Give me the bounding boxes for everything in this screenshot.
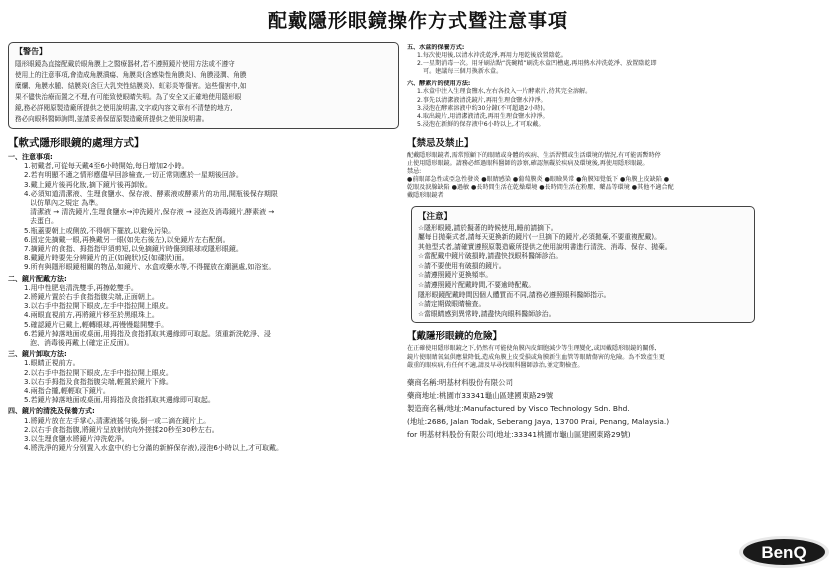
list-item: 5.確認鏡片已戴上,輕轉眼球,再慢慢鬆開雙手。: [24, 320, 169, 329]
company-line: for 明基材料股份有限公司(地址:33341桃園市龜山區建國東路29號): [407, 429, 631, 439]
right-column: [407, 42, 827, 441]
prohibition-line: ●前眼部急性或亞急性發炎 ●眼睛感染 ●葡萄膜炎 ●眼瞼異常 ●角膜知覺低下 ●角膜上皮缺陷 ●: [407, 176, 670, 184]
list-item: 2.事先以清潔液清洗鏡片,再用生理食鹽水沖淨。: [417, 96, 547, 104]
section-heading: 二、鏡片配戴方法:: [8, 274, 67, 283]
company-info: [407, 376, 827, 441]
company-line: 製造商名稱/地址:Manufactured by Visco Technology Sdn. Bhd.: [407, 403, 630, 413]
danger-line: 在正確使用隱形眼鏡之下,仍然有可能使角膜內皮細胞減少等生理變化,或因戴隱形眼鏡的關係,: [407, 345, 657, 353]
notice-line: ☆當眼睛感到異常時,請盡快向眼科醫師診治。: [418, 309, 556, 318]
list-item: 4.兩眼直視前方,再將鏡片移至於黑眼珠上。: [24, 311, 159, 320]
notice-line: ☆請遵照鏡片更換頻率。: [418, 271, 493, 280]
list-item: 泡、消毒後再戴上(確定正反面)。: [30, 339, 134, 348]
company-line: 藥商名稱:明基材料股份有限公司: [407, 377, 513, 387]
notice-line: ☆當配戴中鏡片破損時,請盡快找眼科醫師診治。: [418, 252, 563, 261]
list-item: 1.每次使用後,以清水沖洗乾淨,再用力甩乾後放置陰乾。: [417, 52, 567, 60]
list-item: 3.以右手拇指及食指指腹尖端,輕置於鏡片下緣。: [24, 377, 173, 386]
list-item: 7.摘鏡片的食指、拇指指甲須剪短,以免摘鏡片時傷到眼球或隱形眼鏡。: [24, 245, 243, 254]
danger-heading: 【戴隱形眼鏡的危險】: [407, 331, 503, 343]
notice-line: ☆請不要使用有破損的鏡片。: [418, 261, 506, 270]
section-heading: 三、鏡片卸取方法:: [8, 350, 67, 359]
warning-line: 隱形眼鏡為直接配戴於眼角膜上之醫療器材,若不遵照鏡片使用方法或不遵守: [15, 60, 235, 68]
list-item: 去蛋白。: [30, 217, 58, 226]
notice-line: 屬每日拋棄式者,請每天更換新的鏡片(一旦摘下的鏡片,必須拋棄,不要重複配戴)。: [418, 233, 661, 242]
list-item: 1.初戴者,可從每天戴4至6小時開始,每日增加2小時。: [24, 162, 189, 171]
list-item: 5.浸泡在新鮮的保存液中6小時以上,才可取戴。: [417, 120, 545, 128]
notice-line: 其他型式者,請確實遵照原製造廠所提供之使用說明書進行清洗、消毒、保存、拋棄。: [418, 242, 672, 251]
list-item: 8.戴鏡片時要先分辨鏡片的正(如碗狀)反(如碟狀)面。: [24, 254, 189, 263]
list-item: 以仿單內之規定 為準。: [30, 199, 103, 208]
warning-body: [15, 59, 392, 125]
notice-line: 隱形眼鏡配戴時間因個人體質而不同,請務必遵照眼科醫師指示。: [418, 290, 611, 299]
notice-heading: 【注意】: [418, 211, 453, 222]
list-item: 6.固定先摘戴一眼,再換戴另一眼(如先右後左),以免鏡片左右配倒。: [24, 235, 230, 244]
list-item: 2.以右手食指指腹,將鏡片呈放射狀向外搓揉20秒至30秒左右。: [24, 425, 219, 434]
page-title: 配戴隱形眼鏡操作方式暨注意事項: [267, 10, 568, 32]
warning-line: 果不儘快治療而置之不理,有可能致使眼睛失明。為了安全又正確地使用隱形眼: [15, 93, 242, 101]
prohibition-heading: 【禁忌及禁止】: [407, 137, 474, 149]
list-item: 2.若有明顯不適之情形應儘早回診檢查,一切正常則應於一星期後回診。: [24, 171, 243, 180]
prohibition-line: 禁忌:: [407, 168, 422, 176]
section-heading: 四、鏡片的清洗及保養方式:: [8, 407, 95, 416]
danger-line: 嚴重的眼疾病,有任何不適,請及早尋找眼科醫師診治,並定期檢查。: [407, 361, 584, 369]
list-item: 可。建議每三個月換新水盒。: [423, 68, 503, 76]
warning-box: [8, 42, 399, 129]
list-item: 4.將洗淨的鏡片分別置入水盒中(約七分滿的新鮮保存液),浸泡6小時以上,才可取戴。: [24, 444, 284, 453]
company-line: (地址:2686, Jalan Todak, Seberang Jaya, 13700 Prai, Penang, Malaysia.): [407, 416, 670, 426]
notice-line: ☆隱形眼鏡,請於擬著的時候使用,睡前請摘下。: [418, 223, 558, 232]
list-item: 9.所有與隱形眼鏡相關的物品,如鏡片、水盒或藥水等,不得擺放在潮濕處,如浴室。: [24, 263, 276, 272]
warning-line: 糜爛、角膜水腫、結膜炎(含巨大乳突性結膜炎)、虹彩炎等傷害。這些傷害中,如: [15, 82, 247, 90]
section-heading: 五、水盒的保養方式:: [407, 44, 465, 51]
prohibition-line: 乾眼及淚腺缺陷 ●過敏 ●長時間生活在乾燥環境 ●長時間生活在粉塵、藥品等環境 ●其他不適合配: [407, 184, 674, 192]
danger-line: 鏡片使眼睛氧氣供應量降低,造成角膜上皮受損或角膜新生血管等眼睛傷害的危險。為不致產生更: [407, 353, 665, 361]
notice-line: ☆請遵照鏡片配戴時間,不要逾時配戴。: [418, 281, 536, 290]
benq-logo: [738, 535, 830, 569]
soft-lens-heading: 【軟式隱形眼鏡的處理方式】: [8, 137, 145, 149]
section-heading: 一、注意事項:: [8, 153, 53, 161]
notice-line: ☆請定期做眼睛檢查。: [418, 300, 486, 309]
list-item: 4.兩指合攏,輕輕取下鏡片。: [24, 387, 110, 396]
list-item: 清潔液 → 清洗鏡片,生理食鹽水→沖洗鏡片,保存液 → 浸泡及消毒鏡片,酵素液 →: [30, 208, 275, 217]
list-item: 3.戴上鏡片後再化妝,摘下鏡片後再卸妝。: [24, 180, 152, 189]
section-heading: 六、酵素片的使用方法:: [407, 80, 471, 88]
list-item: 4.必須知道清潔液、生理食鹽水、保存液、酵素液或酵素片的功用,開瓶後保存期限: [24, 189, 278, 198]
list-item: 1.水盒中注入生理食鹽水,左右各投入一片酵素片,待其完全溶解。: [417, 88, 592, 96]
list-item: 3.以生理食鹽水將鏡片沖洗乾淨。: [24, 435, 129, 444]
notice-box: [411, 206, 755, 324]
prohibition-line: 配戴隱形眼鏡者,需常照顧下的眼睛或身體的疾病、生活習慣或生活環境的情況,有可能需暫時停: [407, 151, 661, 159]
list-item: 5.若鏡片掉落地面或桌面,用拇指及食指抓取其邊緣即可取起。: [24, 396, 215, 405]
company-line: 藥商地址:桃園市33341龜山區建國東路29號: [407, 390, 554, 400]
warning-line: 務必向眼科醫師詢問,並請妥善保留原製造廠所提供之使用說明書。: [15, 115, 209, 123]
logo-text: BenQ: [761, 543, 807, 562]
list-item: 6.若鏡片掉落地面或桌面,用拇指及食指抓取其邊緣即可取起。須重新洗乾淨、浸: [24, 329, 271, 338]
list-item: 3.以右手中指拉開下眼皮,左手中指拉開上眼皮。: [24, 302, 173, 311]
list-item: 5.瓶蓋要朝上或側放,不得朝下擺放,以避免污染。: [24, 226, 176, 235]
left-column: [8, 42, 399, 454]
warning-line: 使用上的注意事項,會造成角膜潰瘍、角膜炎(含感染性角膜炎)、角膜浸潤、角膜: [15, 71, 247, 79]
list-item: 2.以右手中指拉開下眼皮,左手中指拉開上眼皮。: [24, 368, 173, 377]
list-item: 3.浸泡在酵素溶液中約30分鐘(不可超過2小時)。: [417, 104, 549, 112]
prohibition-line: 止使用隱形眼鏡。請務必經過眼科醫師的診察,確認無礙於疾病及環境後,再使用隱形眼鏡。: [407, 160, 649, 168]
warning-heading: 【警告】: [15, 47, 47, 56]
list-item: 2.將鏡片置於右手食指指腹尖端,正面朝上。: [24, 293, 159, 302]
list-item: 1.將鏡片放在左手掌心,清潔液搖勻後,倒一或二滴在鏡片上。: [24, 416, 211, 425]
list-item: 4.取出鏡片,用清潔液清洗,再用生理食鹽水沖淨。: [417, 112, 549, 120]
list-item: 1.用中性肥皂清洗雙手,再擦乾雙手。: [24, 283, 138, 292]
list-item: 2.一星期消毒一次。用牙刷沾點“洗碗精”刷洗水盒凹槽處,再用熱水沖洗乾淨、放置陰乾即: [417, 60, 657, 68]
warning-line: 鏡,務必詳閱原製造廠所提供之使用說明書,文字或內容文章有不清楚的地方,: [15, 104, 233, 112]
prohibition-line: 戴隱形眼鏡者: [407, 192, 444, 200]
list-item: 1.眼睛正視前方。: [24, 359, 80, 368]
